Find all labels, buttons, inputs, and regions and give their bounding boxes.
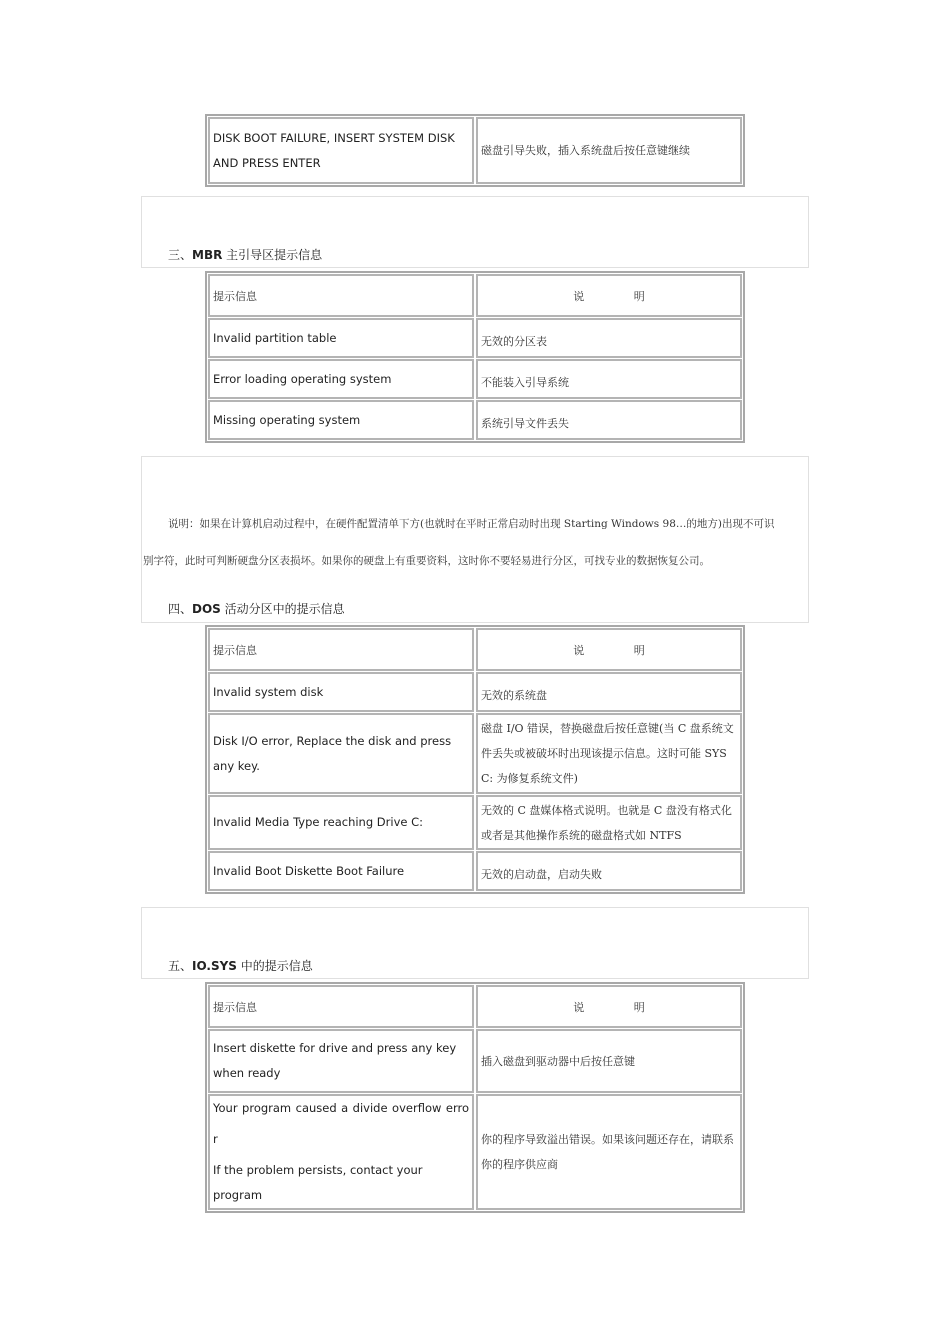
description-cell: 插入磁盘到驱动器中后按任意键 [476,1029,742,1093]
heading-bold: IO.SYS [192,959,237,973]
heading-bold: MBR [192,248,223,262]
table-row [207,359,743,399]
message-line-1: Your program caused a divide overflow erro [213,1101,469,1115]
heading-bold: DOS [192,602,221,616]
heading-title: 活动分区中的提示信息 [220,602,345,616]
section-heading-iosys [168,957,313,974]
boot-failure-table [205,114,745,187]
description-cell: 磁盘引导失败，插入系统盘后按任意键继续 [476,117,742,184]
message-cell: Insert diskette for drive and press any key when ready [208,1029,474,1093]
message-cell [208,1094,474,1210]
message-line-3: If the problem persists, contact your program [213,1163,423,1202]
heading-prefix: 三、 [168,248,193,262]
note-paragraph [143,506,807,580]
heading-title: 中的提示信息 [236,959,313,973]
table-header-row [207,628,743,671]
message-cell: Invalid partition table [208,318,474,358]
mbr-table [205,271,745,443]
description-cell: 磁盘 I/O 错误，替换磁盘后按任意键(当 C 盘系统文件丢失或被破坏时出现该提示信息。这时可能 SYS C: 为修复系统文件) [476,713,742,794]
description-cell: 无效的系统盘 [476,672,742,712]
message-cell: Error loading operating system [208,359,474,399]
message-cell: Invalid system disk [208,672,474,712]
description-cell: 无效的分区表 [476,318,742,358]
table-row [207,318,743,358]
header-message: 提示信息 [208,985,474,1028]
iosys-table [205,982,745,1213]
table-header-row [207,985,743,1028]
description-cell: 不能装入引导系统 [476,359,742,399]
description-cell: 你的程序导致溢出错误。如果该问题还存在，请联系你的程序供应商 [476,1094,742,1210]
header-description: 说 明 [476,274,742,317]
description-cell: 系统引导文件丢失 [476,400,742,440]
description-cell: 无效的 C 盘媒体格式说明。也就是 C 盘没有格式化或者是其他操作系统的磁盘格式如 NTFS [476,795,742,850]
heading-prefix: 五、 [168,959,193,973]
section-heading-dos [168,600,345,617]
header-message: 提示信息 [208,274,474,317]
table-row [207,1029,743,1093]
header-description: 说 明 [476,628,742,671]
dos-table [205,625,745,894]
note-line-2: 别字符，此时可判断硬盘分区表损坏。如果你的硬盘上有重要资料，这时你不要轻易进行分区，可找专业的数据恢复公司。 [143,555,710,567]
table-row [207,117,743,184]
message-cell: Missing operating system [208,400,474,440]
table-row [207,672,743,712]
message-cell: Invalid Media Type reaching Drive C: [208,795,474,850]
note-line-1: 说明：如果在计算机启动过程中，在硬件配置清单下方(也就时在平时正常启动时出现 Starting Windows 98…的地方)出现不可识 [168,518,775,530]
heading-prefix: 四、 [168,602,193,616]
message-cell: Disk I/O error, Replace the disk and press any key. [208,713,474,794]
table-row [207,1094,743,1210]
table-row [207,851,743,891]
header-message: 提示信息 [208,628,474,671]
description-cell: 无效的启动盘，启动失败 [476,851,742,891]
message-line-2: r [213,1132,218,1146]
heading-title: 主引导区提示信息 [222,248,323,262]
header-description: 说 明 [476,985,742,1028]
message-cell: Invalid Boot Diskette Boot Failure [208,851,474,891]
table-row [207,400,743,440]
section-heading-mbr [168,246,322,263]
message-cell: DISK BOOT FAILURE, INSERT SYSTEM DISK AND PRESS ENTER [208,117,474,184]
table-row [207,713,743,794]
table-header-row [207,274,743,317]
table-row [207,795,743,850]
